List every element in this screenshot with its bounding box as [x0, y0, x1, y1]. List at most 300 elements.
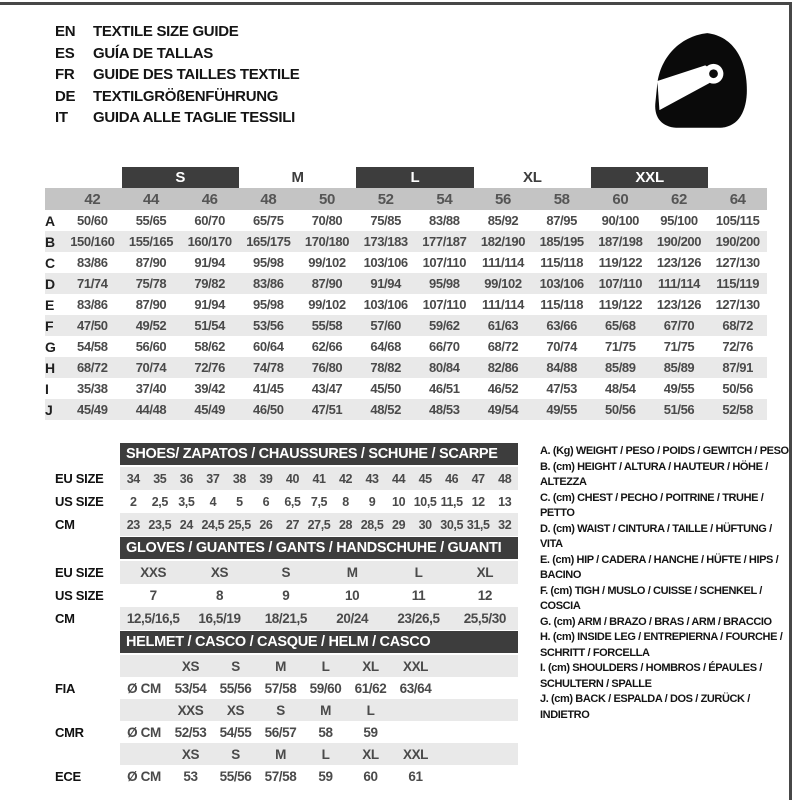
size-value: 78/82: [370, 360, 401, 375]
row-key: A: [45, 212, 56, 229]
size-value: 6,5: [284, 494, 301, 509]
column-header: 46: [201, 190, 218, 208]
size-value: 66/70: [429, 339, 460, 354]
size-value: 75/78: [135, 276, 167, 291]
unit-spacer: [120, 743, 168, 765]
size-value: 87/95: [546, 213, 577, 228]
size-value: 127/130: [715, 255, 760, 270]
size-value: 35: [153, 471, 167, 486]
helmet-table-title: HELMET / CASCO / CASQUE / HELM / CASCO: [120, 631, 518, 653]
language-row: [55, 21, 299, 43]
row-key: H: [45, 359, 56, 376]
helmet-size: L: [366, 702, 375, 718]
size-value: 26: [259, 517, 273, 532]
language-title: TEXTILE SIZE GUIDE: [93, 23, 239, 40]
language-list: [55, 21, 299, 129]
size-value: 185/195: [539, 234, 584, 249]
size-value: 115/118: [540, 297, 584, 312]
helmet-value: 53: [183, 768, 198, 784]
helmet-value: 56/57: [264, 724, 297, 740]
column-header: 52: [377, 190, 394, 208]
size-value: 70/74: [546, 339, 577, 354]
size-value: 10,5: [413, 494, 437, 509]
row-label: [55, 743, 120, 765]
size-value: 82/86: [487, 360, 519, 375]
size-value: 103/106: [539, 276, 584, 291]
row-label: [55, 699, 120, 721]
size-value: 41: [312, 471, 326, 486]
column-header: 50: [319, 190, 335, 208]
helmet-size: XL: [362, 746, 379, 762]
size-value: 39/42: [194, 381, 225, 396]
helmet-standard-row: [55, 765, 518, 787]
band-spacer: [45, 167, 122, 188]
size-value: 10: [345, 588, 360, 603]
language-code: FR: [55, 66, 75, 83]
row-values: [120, 513, 518, 536]
shoes-table-rows: [55, 467, 518, 536]
size-value: 87/91: [722, 360, 753, 375]
shoes-row: [55, 467, 518, 490]
measurement-row: [45, 252, 767, 273]
size-value: 43/47: [311, 381, 343, 396]
size-value: 87/90: [135, 255, 167, 270]
column-header: 54: [436, 190, 453, 208]
size-value: 103/106: [363, 255, 408, 270]
language-code: ES: [55, 44, 75, 62]
size-value: 65/68: [605, 318, 636, 333]
helmet-sizes: [120, 655, 518, 677]
size-value: 62/66: [311, 339, 343, 354]
racing-helmet-icon: [648, 26, 752, 136]
helmet-value: 53/54: [174, 680, 207, 696]
size-value: 107/110: [422, 297, 467, 312]
size-value: 68/72: [77, 360, 108, 375]
size-value: 91/94: [194, 297, 225, 312]
size-value: 68/72: [487, 339, 519, 354]
column-header: 48: [260, 190, 277, 208]
size-value: 85/92: [487, 213, 519, 228]
shoes-row: [55, 490, 518, 513]
size-value: 45/49: [77, 402, 108, 417]
size-value: 150/160: [70, 234, 115, 249]
legend-item: I. (cm) SHOULDERS / HOMBROS / ÉPAULES / SCHULTERN / SPALLE: [540, 662, 762, 690]
size-value: 60/64: [253, 339, 284, 354]
top-border-line: [0, 2, 792, 5]
size-value: 38: [232, 471, 246, 486]
helmet-size: S: [276, 702, 285, 718]
size-value: 46: [445, 471, 459, 486]
size-value: 85/89: [663, 360, 695, 375]
size-value: 71/74: [77, 276, 108, 291]
row-key: G: [45, 338, 56, 355]
helmet-size: XS: [226, 702, 245, 718]
size-value: 115/118: [540, 255, 584, 270]
size-value: 64/68: [370, 339, 401, 354]
size-value: 67/70: [663, 318, 695, 333]
helmet-value: 54/55: [219, 724, 252, 740]
size-value: 43: [365, 471, 379, 486]
size-value: 48/52: [370, 402, 401, 417]
size-value: 90/100: [601, 213, 640, 228]
helmet-value: 59: [318, 768, 333, 784]
standard-label: ECE: [55, 768, 81, 784]
size-value: 46/52: [487, 381, 519, 396]
row-key: I: [45, 380, 49, 397]
row-values: [120, 607, 518, 630]
size-value: 47/50: [77, 318, 108, 333]
row-key: J: [45, 401, 53, 418]
helmet-size: S: [231, 658, 240, 674]
size-value: 4: [209, 494, 217, 509]
row-values: [120, 467, 518, 490]
size-value: 111/114: [481, 255, 525, 270]
column-header: 64: [729, 190, 746, 208]
size-value: 12,5/16,5: [126, 611, 180, 626]
size-value: 85/89: [605, 360, 636, 375]
size-value: 72/76: [722, 339, 753, 354]
size-value: 170/180: [304, 234, 350, 249]
helmet-sizes-row: [55, 655, 518, 677]
size-value: 187/198: [598, 234, 643, 249]
size-value: 11: [411, 588, 426, 603]
column-header: 60: [612, 190, 629, 208]
size-value: 5: [236, 494, 243, 509]
column-header-row: [45, 188, 767, 210]
helmet-standard-row: [55, 721, 518, 743]
size-value: 41/45: [253, 381, 284, 396]
corner-cell: [45, 188, 63, 210]
size-value: 30,5: [440, 517, 464, 532]
language-row: [55, 43, 299, 65]
size-value: 99/102: [484, 276, 522, 291]
size-value: 8: [342, 494, 349, 509]
helmet-values: [120, 721, 518, 743]
size-value: 27: [285, 517, 299, 532]
helmet-value: 52/53: [174, 724, 207, 740]
shoes-size-table: [55, 443, 518, 536]
helmet-size: XS: [181, 658, 200, 674]
size-value: 182/190: [480, 234, 526, 249]
language-title: TEXTILGRÖßENFÜHRUNG: [93, 87, 279, 105]
size-value: 111/114: [481, 297, 525, 312]
size-value: 37: [206, 471, 220, 486]
helmet-standard-row: [55, 677, 518, 699]
helmet-size: M: [320, 702, 331, 718]
size-value: 123/126: [656, 297, 702, 312]
size-value: 83/86: [77, 255, 108, 270]
size-value: 52/58: [722, 402, 753, 417]
helmet-size: XXL: [402, 658, 429, 674]
size-value: 47/53: [546, 381, 577, 396]
size-value: 71/75: [605, 339, 636, 354]
size-value: 13: [498, 494, 512, 509]
helmet-size: S: [231, 746, 240, 762]
size-value: 40: [285, 471, 299, 486]
measurement-row: [45, 378, 767, 399]
helmet-values: [120, 677, 518, 699]
size-value: 115/119: [716, 276, 760, 291]
size-value: 27,5: [307, 517, 331, 532]
size-value: L: [414, 565, 423, 580]
column-header: 42: [84, 190, 101, 208]
language-row: [55, 107, 299, 129]
size-value: 80/84: [429, 360, 460, 375]
size-value: 45: [418, 471, 432, 486]
measurement-row: [45, 399, 767, 420]
row-label: US SIZE: [55, 588, 104, 603]
size-value: 20/24: [336, 611, 369, 626]
size-value: 8: [215, 588, 224, 603]
legend-item: G. (cm) ARM / BRAZO / BRAS / ARM / BRACCIO: [540, 615, 772, 628]
size-value: 18/21,5: [264, 611, 307, 626]
row-values: [120, 561, 518, 584]
size-value: 9: [368, 494, 376, 509]
size-value: 95/100: [660, 213, 698, 228]
size-value: 29: [392, 517, 406, 532]
size-value: 49/55: [663, 381, 695, 396]
size-value: 10: [392, 494, 406, 509]
gloves-size-table: [55, 537, 518, 630]
size-band-l: L: [356, 167, 473, 188]
language-title: GUIDA ALLE TAGLIE TESSILI: [93, 109, 295, 126]
size-value: 2: [129, 494, 137, 509]
size-value: 48: [498, 471, 512, 486]
size-value: 2,5: [151, 494, 168, 509]
measurement-legend: [540, 444, 796, 723]
size-value: 165/175: [246, 234, 291, 249]
size-band-s: S: [122, 167, 239, 188]
row-label: CM: [55, 611, 75, 626]
size-value: 55/65: [135, 213, 167, 228]
size-value: 87/90: [135, 297, 167, 312]
language-row: [55, 64, 299, 86]
size-value: 95/98: [253, 297, 284, 312]
size-value: 84/88: [546, 360, 577, 375]
gloves-row: [55, 607, 518, 630]
size-value: 58/62: [194, 339, 225, 354]
size-value: 91/94: [194, 255, 225, 270]
column-header: 44: [143, 190, 159, 208]
size-value: 111/114: [657, 276, 701, 291]
size-value: 7,5: [310, 494, 328, 509]
helmet-size: XS: [181, 746, 200, 762]
row-label: EU SIZE: [55, 471, 104, 486]
helmet-size: L: [321, 746, 330, 762]
helmet-table-rows: [55, 655, 518, 787]
size-value: 74/78: [253, 360, 284, 375]
size-value: 155/165: [128, 234, 174, 249]
size-value: 23: [126, 517, 140, 532]
size-value: 127/130: [715, 297, 760, 312]
size-value: 45/49: [194, 402, 225, 417]
helmet-value: 61/62: [354, 680, 387, 696]
size-value: 16,5/19: [198, 611, 241, 626]
size-value: 59/62: [429, 318, 460, 333]
column-header: 62: [671, 190, 687, 208]
size-value: 76/80: [311, 360, 343, 375]
size-value: 12: [471, 494, 485, 509]
helmet-sizes-row: [55, 699, 518, 721]
size-value: 49/54: [487, 402, 519, 417]
legend-item: J. (cm) BACK / ESPALDA / DOS / ZURÜCK / INDIETRO: [540, 693, 750, 721]
legend-item: F. (cm) TIGH / MUSLO / CUISSE / SCHENKEL / COSCIA: [540, 584, 762, 612]
textile-size-table: [45, 167, 767, 420]
size-value: 57/60: [370, 318, 401, 333]
shoes-row: [55, 513, 518, 536]
legend-item: H. (cm) INSIDE LEG / ENTREPIERNA / FOURCHE / SCHRITT / FORCELLA: [540, 631, 783, 659]
size-value: 47: [471, 471, 485, 486]
helmet-size: XL: [362, 658, 379, 674]
gloves-row: [55, 561, 518, 584]
size-value: XXS: [140, 565, 167, 580]
language-title: GUÍA DE TALLAS: [93, 44, 213, 62]
size-value: 70/80: [311, 213, 343, 228]
size-value: 46/50: [253, 402, 284, 417]
measurement-row: [45, 294, 767, 315]
row-label: [55, 655, 120, 677]
standard-label: FIA: [55, 680, 76, 696]
row-key: D: [45, 275, 56, 292]
size-value: 30: [418, 517, 432, 532]
size-value: 55/58: [311, 318, 343, 333]
size-value: 23/26,5: [397, 611, 440, 626]
size-value: 7: [149, 588, 157, 603]
size-band-m: M: [291, 169, 304, 186]
size-value: 190/200: [656, 234, 702, 249]
size-band-xl: XL: [522, 169, 542, 186]
size-value: 87/90: [311, 276, 343, 291]
size-value: 119/122: [598, 297, 643, 312]
measurement-row: [45, 273, 767, 294]
size-value: 99/102: [308, 297, 346, 312]
helmet-value: 55/56: [219, 768, 252, 784]
size-value: 99/102: [308, 255, 346, 270]
standard-label: CMR: [55, 724, 84, 740]
size-value: 32: [498, 517, 512, 532]
size-value: 119/122: [598, 255, 643, 270]
size-value: 34: [126, 471, 140, 486]
size-value: 25,5/30: [463, 611, 506, 626]
unit-spacer: [120, 699, 168, 721]
helmet-value: [393, 721, 438, 743]
size-value: 95/98: [253, 255, 284, 270]
size-value: 37/40: [135, 381, 167, 396]
size-value: 28,5: [360, 517, 384, 532]
size-value: S: [281, 565, 291, 580]
size-value: 24: [179, 517, 193, 532]
shoes-table-title: SHOES/ ZAPATOS / CHAUSSURES / SCHUHE / SCARPE: [120, 443, 518, 465]
size-value: 79/82: [194, 276, 225, 291]
diameter-unit: Ø CM: [127, 768, 161, 784]
language-code: EN: [55, 23, 76, 40]
size-value: 160/170: [187, 234, 232, 249]
size-value: 50/60: [77, 213, 108, 228]
diameter-unit: Ø CM: [127, 724, 161, 740]
helmet-value: 57/58: [264, 680, 297, 696]
helmet-values: [120, 765, 518, 787]
column-header: 56: [495, 190, 511, 208]
helmet-value: 57/58: [264, 768, 297, 784]
row-values: [120, 490, 518, 513]
legend-item: E. (cm) HIP / CADERA / HANCHE / HÜFTE / HIPS / BACINO: [540, 553, 779, 581]
language-row: [55, 86, 299, 108]
size-value: 51/54: [194, 318, 225, 333]
size-value: 28: [338, 517, 353, 532]
size-value: M: [346, 565, 358, 580]
size-value: 9: [282, 588, 290, 603]
size-value: 60/70: [194, 213, 225, 228]
size-value: 44: [392, 471, 406, 486]
helmet-value: 59: [363, 724, 378, 740]
gloves-table-title: GLOVES / GUANTES / GANTS / HANDSCHUHE / GUANTI: [120, 537, 518, 559]
helmet-size: L: [321, 658, 330, 674]
helmet-size: XXS: [177, 702, 204, 718]
language-code: DE: [55, 87, 76, 105]
helmet-sizes-row: [55, 743, 518, 765]
size-value: 35/38: [77, 381, 108, 396]
size-value: 54/58: [77, 339, 108, 354]
measurement-row: [45, 210, 767, 231]
size-band-row: [45, 167, 767, 188]
size-value: 45/50: [370, 381, 401, 396]
size-value: XL: [476, 565, 494, 580]
size-value: 39: [259, 471, 273, 486]
legend-item: A. (Kg) WEIGHT / PESO / POIDS / GEWITCH / PESO: [540, 445, 789, 457]
size-value: 49/55: [546, 402, 577, 417]
size-value: 103/106: [363, 297, 408, 312]
size-value: 44/48: [135, 402, 167, 417]
gloves-table-rows: [55, 561, 518, 630]
row-key: C: [45, 254, 56, 271]
size-value: 31,5: [466, 517, 490, 532]
size-value: XS: [210, 565, 229, 580]
size-value: 50/56: [605, 402, 636, 417]
legend-item: B. (cm) HEIGHT / ALTURA / HAUTEUR / HÖHE / ALTEZZA: [540, 460, 768, 488]
helmet-size-table: [55, 631, 518, 787]
size-value: 173/183: [363, 234, 408, 249]
unit-spacer: [120, 655, 168, 677]
size-value: 190/200: [715, 234, 760, 249]
row-key: F: [45, 317, 54, 334]
size-value: 65/75: [253, 213, 284, 228]
size-value: 83/86: [77, 297, 108, 312]
column-header: 58: [553, 190, 570, 208]
helmet-size: XXL: [402, 746, 429, 762]
row-label: US SIZE: [55, 494, 104, 509]
language-title: GUIDE DES TAILLES TEXTILE: [93, 66, 300, 83]
size-value: 68/72: [722, 318, 753, 333]
helmet-sizes: [120, 743, 518, 765]
measurement-row: [45, 315, 767, 336]
helmet-value: 61: [408, 768, 423, 784]
helmet-value: 59/60: [309, 680, 342, 696]
measurement-row: [45, 336, 767, 357]
language-code: IT: [55, 109, 68, 126]
gloves-row: [55, 584, 518, 607]
size-value: 25,5: [228, 517, 251, 532]
helmet-value: 55/56: [219, 680, 252, 696]
size-value: 53/56: [253, 318, 284, 333]
size-value: 123/126: [656, 255, 702, 270]
helmet-value: 58: [318, 724, 333, 740]
size-value: 91/94: [370, 276, 401, 291]
size-value: 75/85: [370, 213, 401, 228]
size-value: 3,5: [178, 494, 195, 509]
size-value: 107/110: [598, 276, 643, 291]
legend-item: D. (cm) WAIST / CINTURA / TAILLE / HÜFTUNG / VITA: [540, 522, 772, 550]
helmet-sizes: [120, 699, 518, 721]
